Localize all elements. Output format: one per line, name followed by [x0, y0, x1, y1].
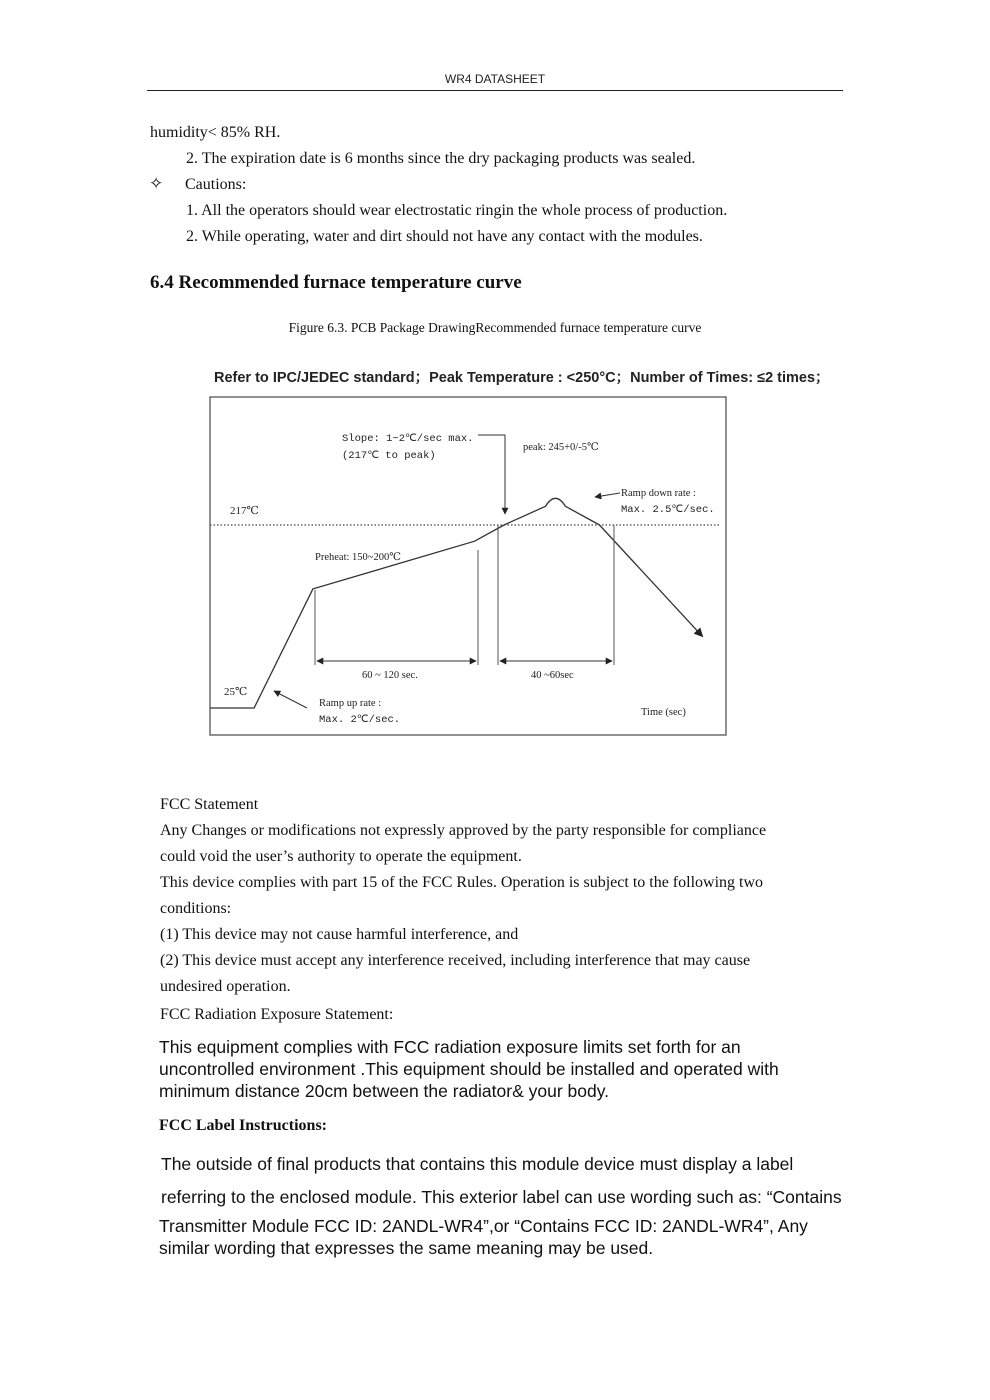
humidity-line: humidity< 85% RH.	[150, 124, 281, 141]
fcc-statement-title: FCC Statement	[160, 796, 259, 813]
fcc-condition-2-line2: undesired operation.	[160, 978, 291, 995]
ramp-up-annotation-arrow	[274, 691, 307, 708]
fcc-label-line3: Transmitter Module FCC ID: 2ANDL-WR4”,or “Contains FCC ID: 2ANDL-WR4”, Any	[159, 1216, 808, 1236]
preheat-duration-label: 60 ~ 120 sec.	[362, 670, 418, 681]
fcc-para2-line2: conditions:	[160, 900, 232, 917]
fcc-condition-2-line1: (2) This device must accept any interference received, including interference that may cause	[160, 952, 751, 969]
expiration-line: 2. The expiration date is 6 months since the dry packaging products was sealed.	[186, 150, 696, 167]
fcc-label-instructions-title: FCC Label Instructions:	[159, 1117, 328, 1134]
x-axis-label: Time (sec)	[641, 707, 686, 718]
fcc-radiation-title: FCC Radiation Exposure Statement:	[160, 1006, 394, 1023]
fcc-label-line2: referring to the enclosed module. This exterior label can use wording such as: “Contains	[161, 1187, 842, 1207]
figure-caption: Figure 6.3. PCB Package DrawingRecommended furnace temperature curve	[288, 320, 702, 335]
ramp-down-annotation-line2: Max. 2.5℃/sec.	[621, 504, 715, 516]
reference-line-label: 217℃	[230, 505, 259, 517]
caution-item-2: 2. While operating, water and dirt should not have any contact with the modules.	[186, 228, 703, 245]
diamond-bullet-icon: ✧	[149, 174, 164, 193]
chart-frame	[210, 397, 726, 735]
peak-annotation: peak: 245+0/-5℃	[523, 442, 599, 453]
start-temperature-label: 25℃	[224, 686, 248, 698]
fcc-condition-1: (1) This device may not cause harmful interference, and	[160, 926, 519, 943]
fcc-para2-line1: This device complies with part 15 of the FCC Rules. Operation is subject to the following two	[160, 874, 764, 891]
slope-annotation-arrow	[478, 435, 505, 514]
ramp-up-annotation-line1: Ramp up rate :	[319, 698, 382, 709]
fcc-para1-line2: could void the user’s authority to operate the equipment.	[160, 848, 522, 865]
temperature-peak-arc	[504, 498, 600, 525]
preheat-annotation: Preheat: 150~200℃	[315, 552, 401, 563]
chart-title: Refer to IPC/JEDEC standard；Peak Temperature : <250°C；Number of Times: ≤2 times；	[214, 370, 830, 386]
temperature-ramp-down-line	[600, 525, 703, 637]
fcc-para1-line1: Any Changes or modifications not expressly approved by the party responsible for compliance	[160, 822, 767, 839]
fcc-radiation-line1: This equipment complies with FCC radiation exposure limits set forth for an	[159, 1037, 741, 1057]
page-header-title: WR4 DATASHEET	[444, 72, 546, 86]
slope-annotation-line2: (217℃ to peak)	[342, 450, 436, 462]
reflow-duration-label: 40 ~60sec	[531, 670, 574, 681]
fcc-label-line1: The outside of final products that contains this module device must display a label	[161, 1154, 794, 1174]
ramp-down-annotation-line1: Ramp down rate :	[621, 488, 696, 499]
caution-item-1: 1. All the operators should wear electrostatic ringin the whole process of production.	[186, 202, 728, 219]
fcc-label-line4: similar wording that expresses the same meaning may be used.	[159, 1238, 654, 1258]
ramp-down-annotation-arrow	[595, 493, 620, 497]
ramp-up-annotation-line2: Max. 2℃/sec.	[319, 714, 401, 726]
fcc-radiation-line2: uncontrolled environment .This equipment should be installed and operated with	[159, 1059, 779, 1079]
cautions-label: Cautions:	[185, 176, 247, 193]
section-heading: 6.4 Recommended furnace temperature curve	[150, 272, 522, 293]
slope-annotation-line1: Slope: 1~2℃/sec max.	[342, 433, 474, 445]
fcc-radiation-line3: minimum distance 20cm between the radiator& your body.	[159, 1081, 610, 1101]
